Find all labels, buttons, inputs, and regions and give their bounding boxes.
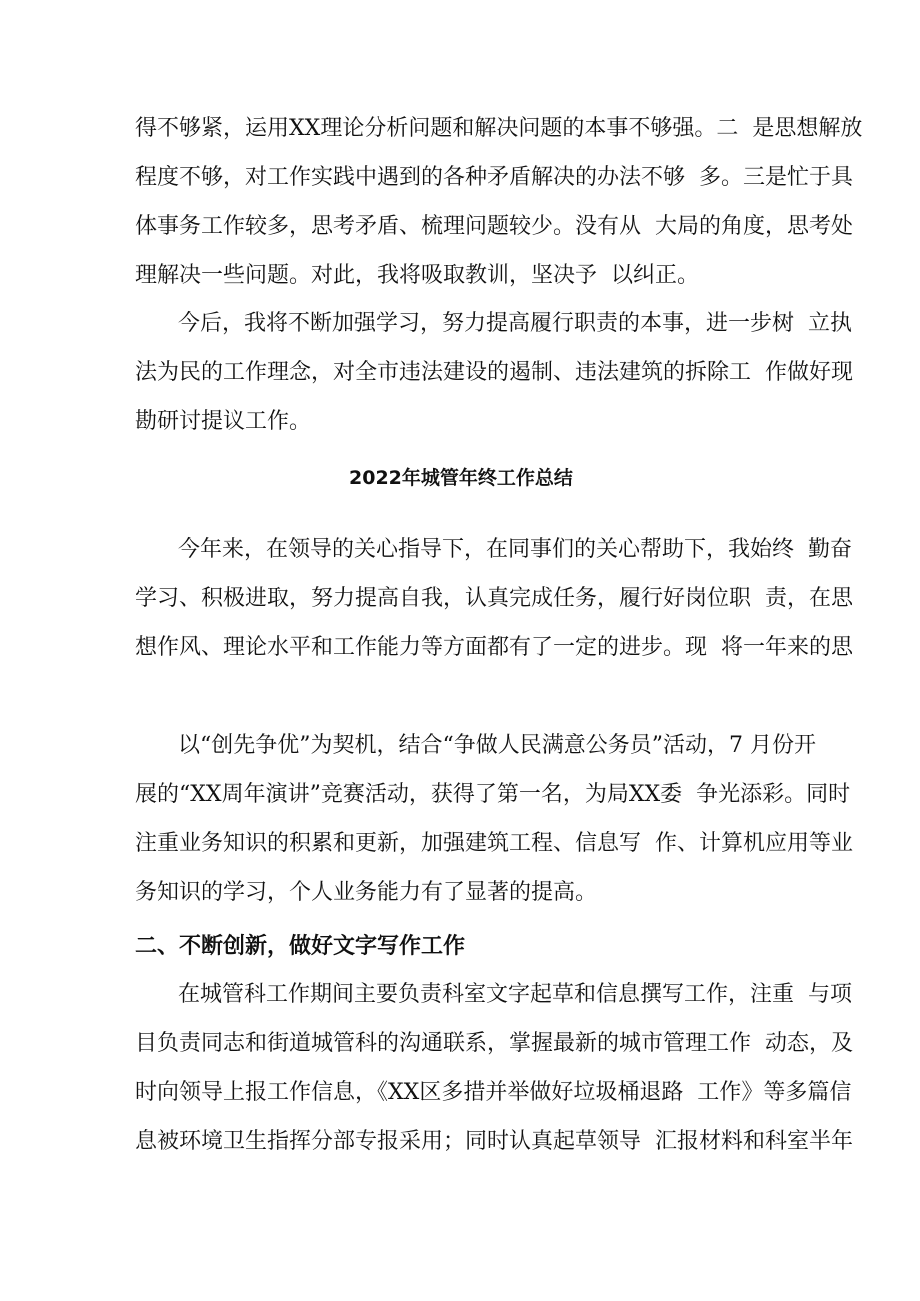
paragraph-line: 时向领导上报工作信息，《XX区多措并举做好垃圾桶退路 工作》等多篇信	[135, 1080, 852, 1105]
section-heading: 二、不断创新，做好文字写作工作	[135, 933, 466, 959]
paragraph-line: 勘研讨提议工作。	[135, 409, 312, 434]
paragraph-line: 理解决一些问题。对此，我将吸取教训，坚决予 以纠正。	[135, 263, 699, 288]
paragraph-line: 以“创先争优”为契机，结合“争做人民满意公务员”活动，7 月份开	[178, 733, 816, 758]
paragraph-line: 程度不够，对工作实践中遇到的各种矛盾解决的办法不够 多。三是忙于具	[135, 165, 853, 190]
paragraph-line: 想作风、理论水平和工作能力等方面都有了一定的进步。现 将一年来的思	[135, 635, 853, 660]
paragraph-line: 在城管科工作期间主要负责科室文字起草和信息撰写工作，注重 与项	[178, 982, 852, 1007]
paragraph-line: 得不够紧，运用XX理论分析问题和解决问题的本事不够强。二 是思想解放	[135, 116, 863, 141]
paragraph-line: 体事务工作较多，思考矛盾、梳理问题较少。没有从 大局的角度，思考处	[135, 214, 853, 239]
paragraph-line: 展的“XX周年演讲”竞赛活动，获得了第一名，为局XX委 争光添彩。同时	[135, 782, 851, 807]
paragraph-line: 息被环境卫生指挥分部专报采用；同时认真起草领导 汇报材料和科室半年	[135, 1129, 853, 1154]
paragraph-line: 今后，我将不断加强学习，努力提高履行职责的本事，进一步树 立执	[178, 311, 852, 336]
paragraph-line: 学习、积极进取，努力提高自我，认真完成任务，履行好岗位职 责，在思	[135, 586, 853, 611]
paragraph-line-with-heading	[135, 677, 920, 717]
document-title: 2022年城管年终工作总结	[349, 467, 573, 489]
paragraph-line: 务知识的学习，个人业务能力有了显著的提高。	[135, 880, 598, 905]
paragraph-line: 法为民的工作理念，对全市违法建设的遏制、违法建筑的拆除工 作做好现	[135, 360, 853, 385]
paragraph-line: 注重业务知识的积累和更新，加强建筑工程、信息写 作、计算机应用等业	[135, 831, 853, 856]
paragraph-line: 今年来，在领导的关心指导下，在同事们的关心帮助下，我始终 勤奋	[178, 537, 852, 562]
paragraph-line: 目负责同志和街道城管科的沟通联系，掌握最新的城市管理工作 动态，及	[135, 1031, 853, 1056]
